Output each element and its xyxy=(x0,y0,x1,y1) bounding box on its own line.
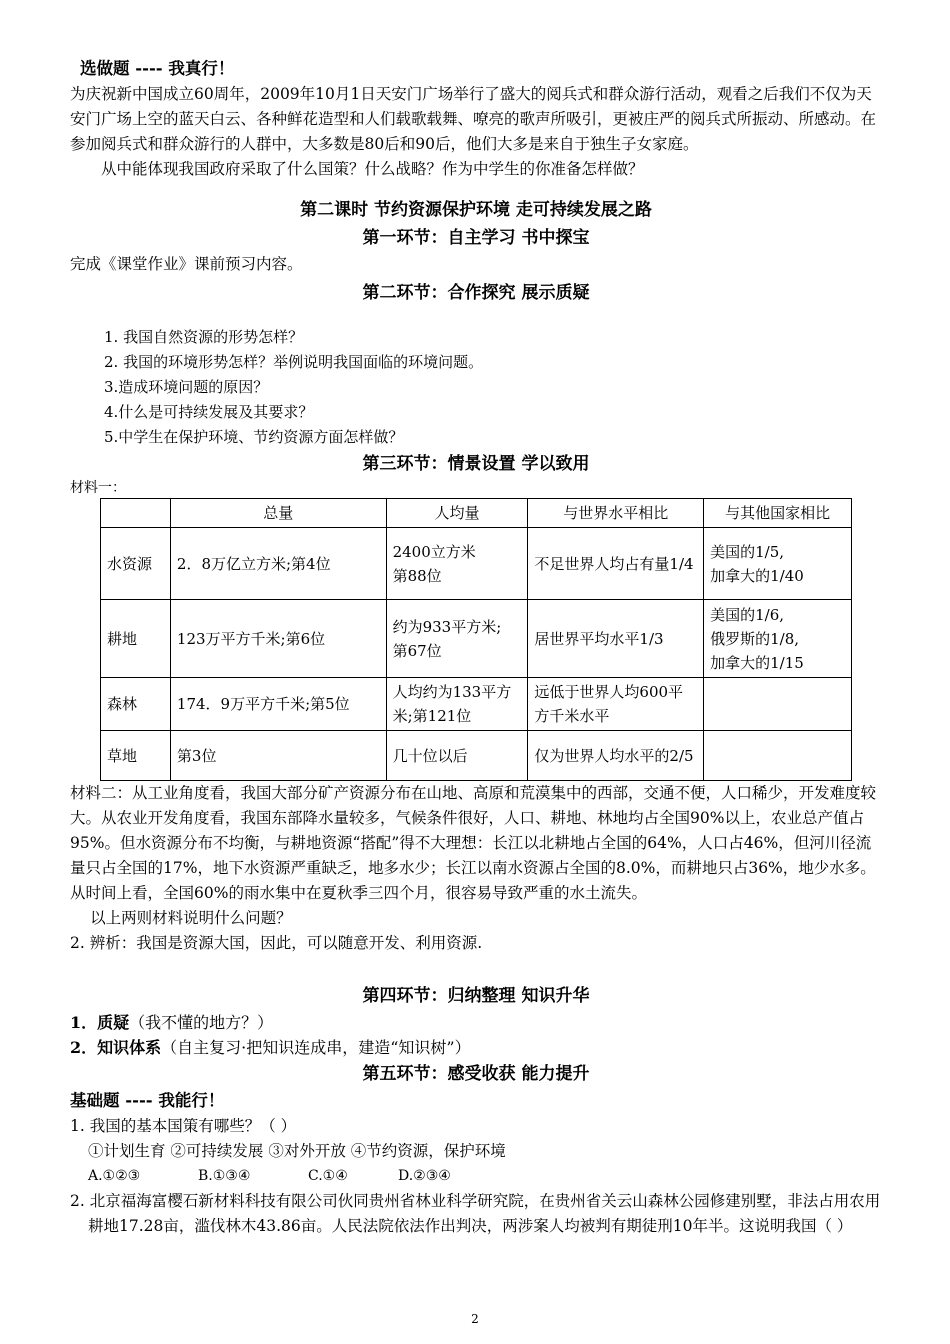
table-row xyxy=(101,731,852,781)
table-cell xyxy=(704,678,852,731)
table-header-cell xyxy=(101,499,171,528)
table-header-cell: 与世界水平相比 xyxy=(528,499,704,528)
table-cell: 不足世界人均占有量1/4 xyxy=(528,528,704,600)
question-1-items: ①计划生育 ②可持续发展 ③对外开放 ④节约资源，保护环境 xyxy=(88,1142,506,1160)
table-header-cell: 总量 xyxy=(170,499,386,528)
table-cell: 美国的1/6, 俄罗斯的1/8, 加拿大的1/15 xyxy=(704,600,852,678)
table-row xyxy=(101,600,852,678)
table-cell: 仅为世界人均水平的2/5 xyxy=(528,731,704,781)
table-cell: 123万平方千米;第6位 xyxy=(170,600,386,678)
question-2: 2. 北京福海富樱石新材料科技有限公司伙同贵州省林业科学研究院，在贵州省关云山森林公园修建别墅，非法占用农用耕地17.28亩，滥伐林木43.86亩。人民法院依法作出判决，两涉案人均被判有期徒刑10年半。这说明我国（ ） xyxy=(70,1192,881,1235)
option-a: A.①②③ xyxy=(88,1168,141,1184)
section4-title: 第四环节：归纳整理 知识升华 xyxy=(362,986,590,1006)
table-cell: 美国的1/5, 加拿大的1/40 xyxy=(704,528,852,600)
option-d: D.②③④ xyxy=(398,1168,451,1184)
analysis-question: 2. 辨析：我国是资源大国，因此，可以随意开发、利用资源. xyxy=(70,934,483,952)
option-c: C.①④ xyxy=(308,1168,348,1184)
table-header-row xyxy=(101,499,852,528)
section4-item-2: 2．知识体系（自主复习·把知识连成串，建造“知识树”） xyxy=(70,1038,471,1057)
table-row xyxy=(101,678,852,731)
section4-item-1: 1．质疑（我不懂的地方？） xyxy=(70,1013,274,1032)
material1-label: 材料一： xyxy=(70,480,126,496)
page-content xyxy=(70,56,882,1239)
table-cell: 远低于世界人均600平方千米水平 xyxy=(528,678,704,731)
table-header-cell: 人均量 xyxy=(386,499,528,528)
option-b: B.①③④ xyxy=(198,1168,251,1184)
table-cell: 2．8万亿立方米;第4位 xyxy=(170,528,386,600)
lesson-title: 第二课时 节约资源保护环境 走可持续发展之路 xyxy=(300,200,652,220)
table-cell: 居世界平均水平1/3 xyxy=(528,600,704,678)
table-header-cell: 与其他国家相比 xyxy=(704,499,852,528)
question-1-options xyxy=(70,1164,882,1189)
table-cell: 2400立方米 第88位 xyxy=(386,528,528,600)
question-1: 1. 我国的基本国策有哪些？（ ） xyxy=(70,1117,297,1135)
table-row xyxy=(101,528,852,600)
page-number: 2 xyxy=(471,1312,479,1326)
table-cell: 约为933平方米; 第67位 xyxy=(386,600,528,678)
list-item: 4.什么是可持续发展及其要求？ xyxy=(104,403,314,421)
section1-text: 完成《课堂作业》课前预习内容。 xyxy=(70,255,303,273)
list-item: 2. 我国的环境形势怎样？举例说明我国面临的环境问题。 xyxy=(104,353,484,371)
elective-question: 从中能体现我国政府采取了什么国策？什么战略？作为中学生的你准备怎样做？ xyxy=(101,160,644,178)
section2-title: 第二环节：合作探究 展示质疑 xyxy=(362,283,590,303)
section1-title: 第一环节：自主学习 书中探宝 xyxy=(362,228,590,248)
material2-text: 材料二：从工业角度看，我国大部分矿产资源分布在山地、高原和荒漠集中的西部，交通不便，人口稀少，开发难度较大。从农业开发角度看，我国东部降水量较多，气候条件很好，人口、耕地、林地均占全国90%以上，农业总产值占95%。但水资源分布不均衡，与耕地资源“搭配”得不大理想：长江以北耕地占全国的64%，人口占46%，但河川径流量只占全国的17%，地下水资源严重缺乏，地多水少；长江以南水资源占全国的8.0%，而耕地只占36%，地少水多。从时间上看，全国60%的雨水集中在夏秋季三四个月，很容易导致严重的水土流失。 xyxy=(70,784,877,902)
elective-title: 选做题 ---- 我真行！ xyxy=(80,59,235,78)
table-cell: 森林 xyxy=(101,678,171,731)
resource-table xyxy=(100,498,852,781)
table-cell: 草地 xyxy=(101,731,171,781)
list-item: 3.造成环境问题的原因？ xyxy=(104,378,269,396)
section5-title: 第五环节：感受收获 能力提升 xyxy=(362,1064,590,1084)
table-cell: 水资源 xyxy=(101,528,171,600)
list-item: 5.中学生在保护环境、节约资源方面怎样做？ xyxy=(104,428,404,446)
table-cell: 几十位以后 xyxy=(386,731,528,781)
section2-question-list xyxy=(70,325,882,450)
table-cell: 174．9万平方千米;第5位 xyxy=(170,678,386,731)
basic-title: 基础题 ---- 我能行！ xyxy=(70,1091,225,1110)
section3-title: 第三环节：情景设置 学以致用 xyxy=(362,454,590,474)
table-cell: 人均约为133平方米;第121位 xyxy=(386,678,528,731)
list-item: 1. 我国自然资源的形势怎样？ xyxy=(104,328,304,346)
material2-question: 以上两则材料说明什么问题？ xyxy=(90,909,292,927)
elective-paragraph: 为庆祝新中国成立60周年，2009年10月1日天安门广场举行了盛大的阅兵式和群众游行活动，观看之后我们不仅为天安门广场上空的蓝天白云、各种鲜花造型和人们载歌载舞、嘹亮的歌声所吸引，更被庄严的阅兵式所振动、所感动。在参加阅兵式和群众游行的人群中，大多数是80后和90后，他们大多是来自于独生子女家庭。 xyxy=(70,85,877,153)
table-cell: 耕地 xyxy=(101,600,171,678)
table-cell: 第3位 xyxy=(170,731,386,781)
table-cell xyxy=(704,731,852,781)
